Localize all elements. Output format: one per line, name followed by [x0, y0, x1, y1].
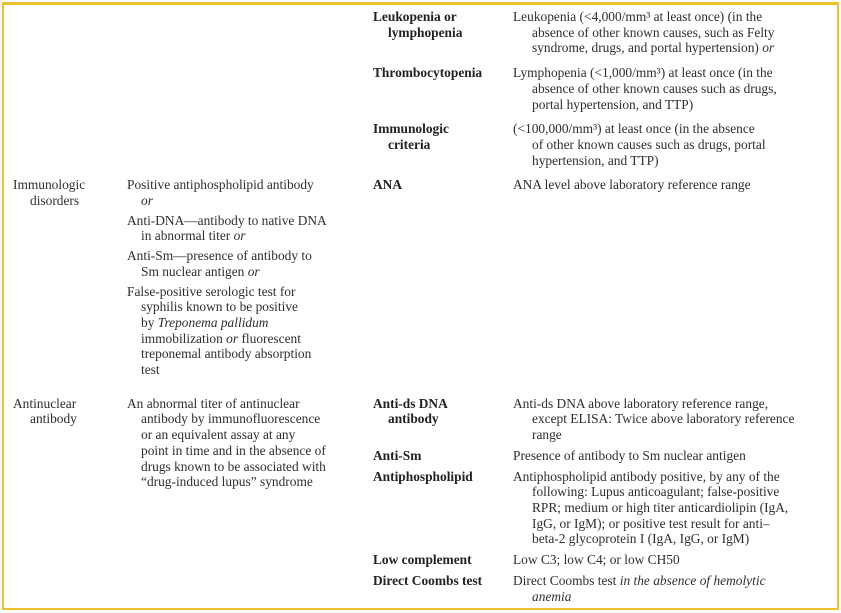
italic-text: or [762, 40, 775, 56]
text-line: ANA level above laboratory reference range [513, 177, 751, 193]
text-line: antibody [388, 411, 439, 427]
italic-text: or [247, 263, 260, 279]
slicc-definition-cell [513, 396, 828, 443]
text-line: Anti-ds DNA above laboratory reference range, [513, 395, 769, 411]
italic-text: or [141, 193, 153, 209]
text-line: except ELISA: Twice above laboratory reference [532, 411, 795, 427]
text-line: Antinuclear [13, 395, 77, 411]
section-immunologic-disorders [13, 177, 828, 377]
text-line: RPR; medium or high titer anticardiolipin (IgA, [532, 499, 789, 515]
text-line: test [141, 362, 160, 378]
text-line: point in time and in the absence of [141, 442, 326, 458]
text-line: beta-2 glycoprotein I (IgA, IgG, or IgM) [532, 531, 750, 547]
text-line: range [532, 427, 562, 443]
text-line: Sm nuclear antigen or [141, 263, 260, 279]
text-line: An abnormal titer of antinuclear [127, 395, 300, 411]
slicc-criterion-cell [373, 448, 513, 464]
italic-text: Treponema pallidum [157, 314, 269, 330]
table-content [4, 5, 837, 604]
text-line: Direct Coombs test in the absence of hemolytic [513, 572, 766, 588]
text-line: syndrome, drugs, and portal hypertension) or [532, 40, 775, 56]
text-line: Presence of antibody to Sm nuclear antigen [513, 447, 746, 463]
text-line: Anti-Sm [373, 447, 422, 463]
text-line: Anti-ds DNA [373, 395, 448, 411]
text-line: hypertension, and TTP) [532, 152, 659, 168]
text-line: Anti-Sm—presence of antibody to [127, 248, 312, 264]
slicc-definition-cell [513, 573, 828, 604]
slicc-criterion-cell [373, 573, 513, 589]
italic-text: or [226, 330, 239, 346]
text-line [141, 193, 373, 209]
slicc-definition-cell [513, 121, 828, 168]
text-line: Antiphospholipid [373, 468, 473, 484]
text-line: Low complement [373, 552, 472, 568]
definition-item [127, 284, 373, 378]
text-line: syphilis known to be positive [141, 299, 298, 315]
slicc-criterion-cell [373, 552, 513, 568]
text-line: antibody by immunofluorescence [141, 411, 321, 427]
slicc-criterion-cell [373, 65, 513, 81]
definition-item [127, 213, 373, 244]
definition-item [127, 396, 373, 490]
text-line: False-positive serologic test for [127, 283, 296, 299]
text-line: absence of other known causes such as drugs, [532, 80, 777, 96]
text-line: Anti-DNA—antibody to native DNA [127, 212, 327, 228]
slicc-criterion-cell [373, 469, 513, 485]
slicc-definition-cell [513, 9, 828, 56]
text-line: treponemal antibody absorption [141, 346, 312, 362]
text-line: Positive antiphospholipid antibody [127, 177, 314, 193]
text-line: Immunologic [373, 121, 449, 137]
slicc-definition-cell [513, 469, 828, 548]
text-line: absence of other known causes, such as Felty [532, 24, 775, 40]
slicc-definition-cell [513, 448, 828, 464]
text-line: portal hypertension, and TTP) [532, 96, 694, 112]
section-antinuclear-antibody [13, 396, 828, 604]
text-line: or an equivalent assay at any [141, 427, 296, 443]
acr-definition-cell [127, 177, 373, 377]
acr-criterion-cell [13, 396, 127, 427]
acr-definition-cell [127, 396, 373, 490]
italic-text: or [233, 228, 246, 244]
text-line: by Treponema pallidum [141, 314, 269, 330]
slicc-definition-cell [513, 177, 828, 193]
text-line: Lymphopenia (<1,000/mm³) at least once (in the [513, 65, 773, 81]
text-line: in abnormal titer or [141, 228, 246, 244]
text-line: Direct Coombs test [373, 572, 483, 588]
text-line: antibody [30, 411, 77, 427]
text-line: Leukopenia (<4,000/mm³ at least once) (in the [513, 9, 763, 24]
acr-criterion-cell [13, 177, 127, 208]
section-cytopenias [13, 9, 828, 168]
definition-item [127, 248, 373, 279]
text-line: drugs known to be associated with [141, 458, 326, 474]
text-line: of other known causes such as drugs, portal [532, 136, 766, 152]
text-line: immobilization or fluorescent [141, 330, 301, 346]
slicc-criterion-cell [373, 177, 513, 193]
text-line: Low C3; low C4; or low CH50 [513, 552, 680, 568]
text-line: IgG, or IgM); or positive test result for anti– [532, 515, 770, 531]
text-line: Antiphospholipid antibody positive, by any of the [513, 468, 780, 484]
text-line: (<100,000/mm³) at least once (in the absence [513, 121, 755, 137]
text-line: criteria [388, 136, 431, 152]
slicc-definition-cell [513, 552, 828, 568]
slicc-criterion-cell [373, 121, 513, 152]
slicc-criterion-cell [373, 396, 513, 427]
text-line [532, 589, 828, 605]
text-line: disorders [30, 193, 80, 209]
text-line: lymphopenia [388, 24, 463, 40]
text-line: following: Lupus anticoagulant; false-positive [532, 484, 780, 500]
slicc-criterion-cell [373, 9, 513, 40]
text-line: “drug-induced lupus” syndrome [141, 474, 313, 490]
slicc-definition-cell [513, 65, 828, 112]
definition-item [127, 177, 373, 208]
text-line: Immunologic [13, 177, 86, 193]
italic-text: anemia [532, 588, 572, 604]
italic-text: in the absence of hemolytic [619, 572, 766, 588]
text-line: Leukopenia or [373, 9, 457, 24]
text-line: Thrombocytopenia [373, 65, 483, 81]
text-line: ANA [373, 177, 403, 193]
